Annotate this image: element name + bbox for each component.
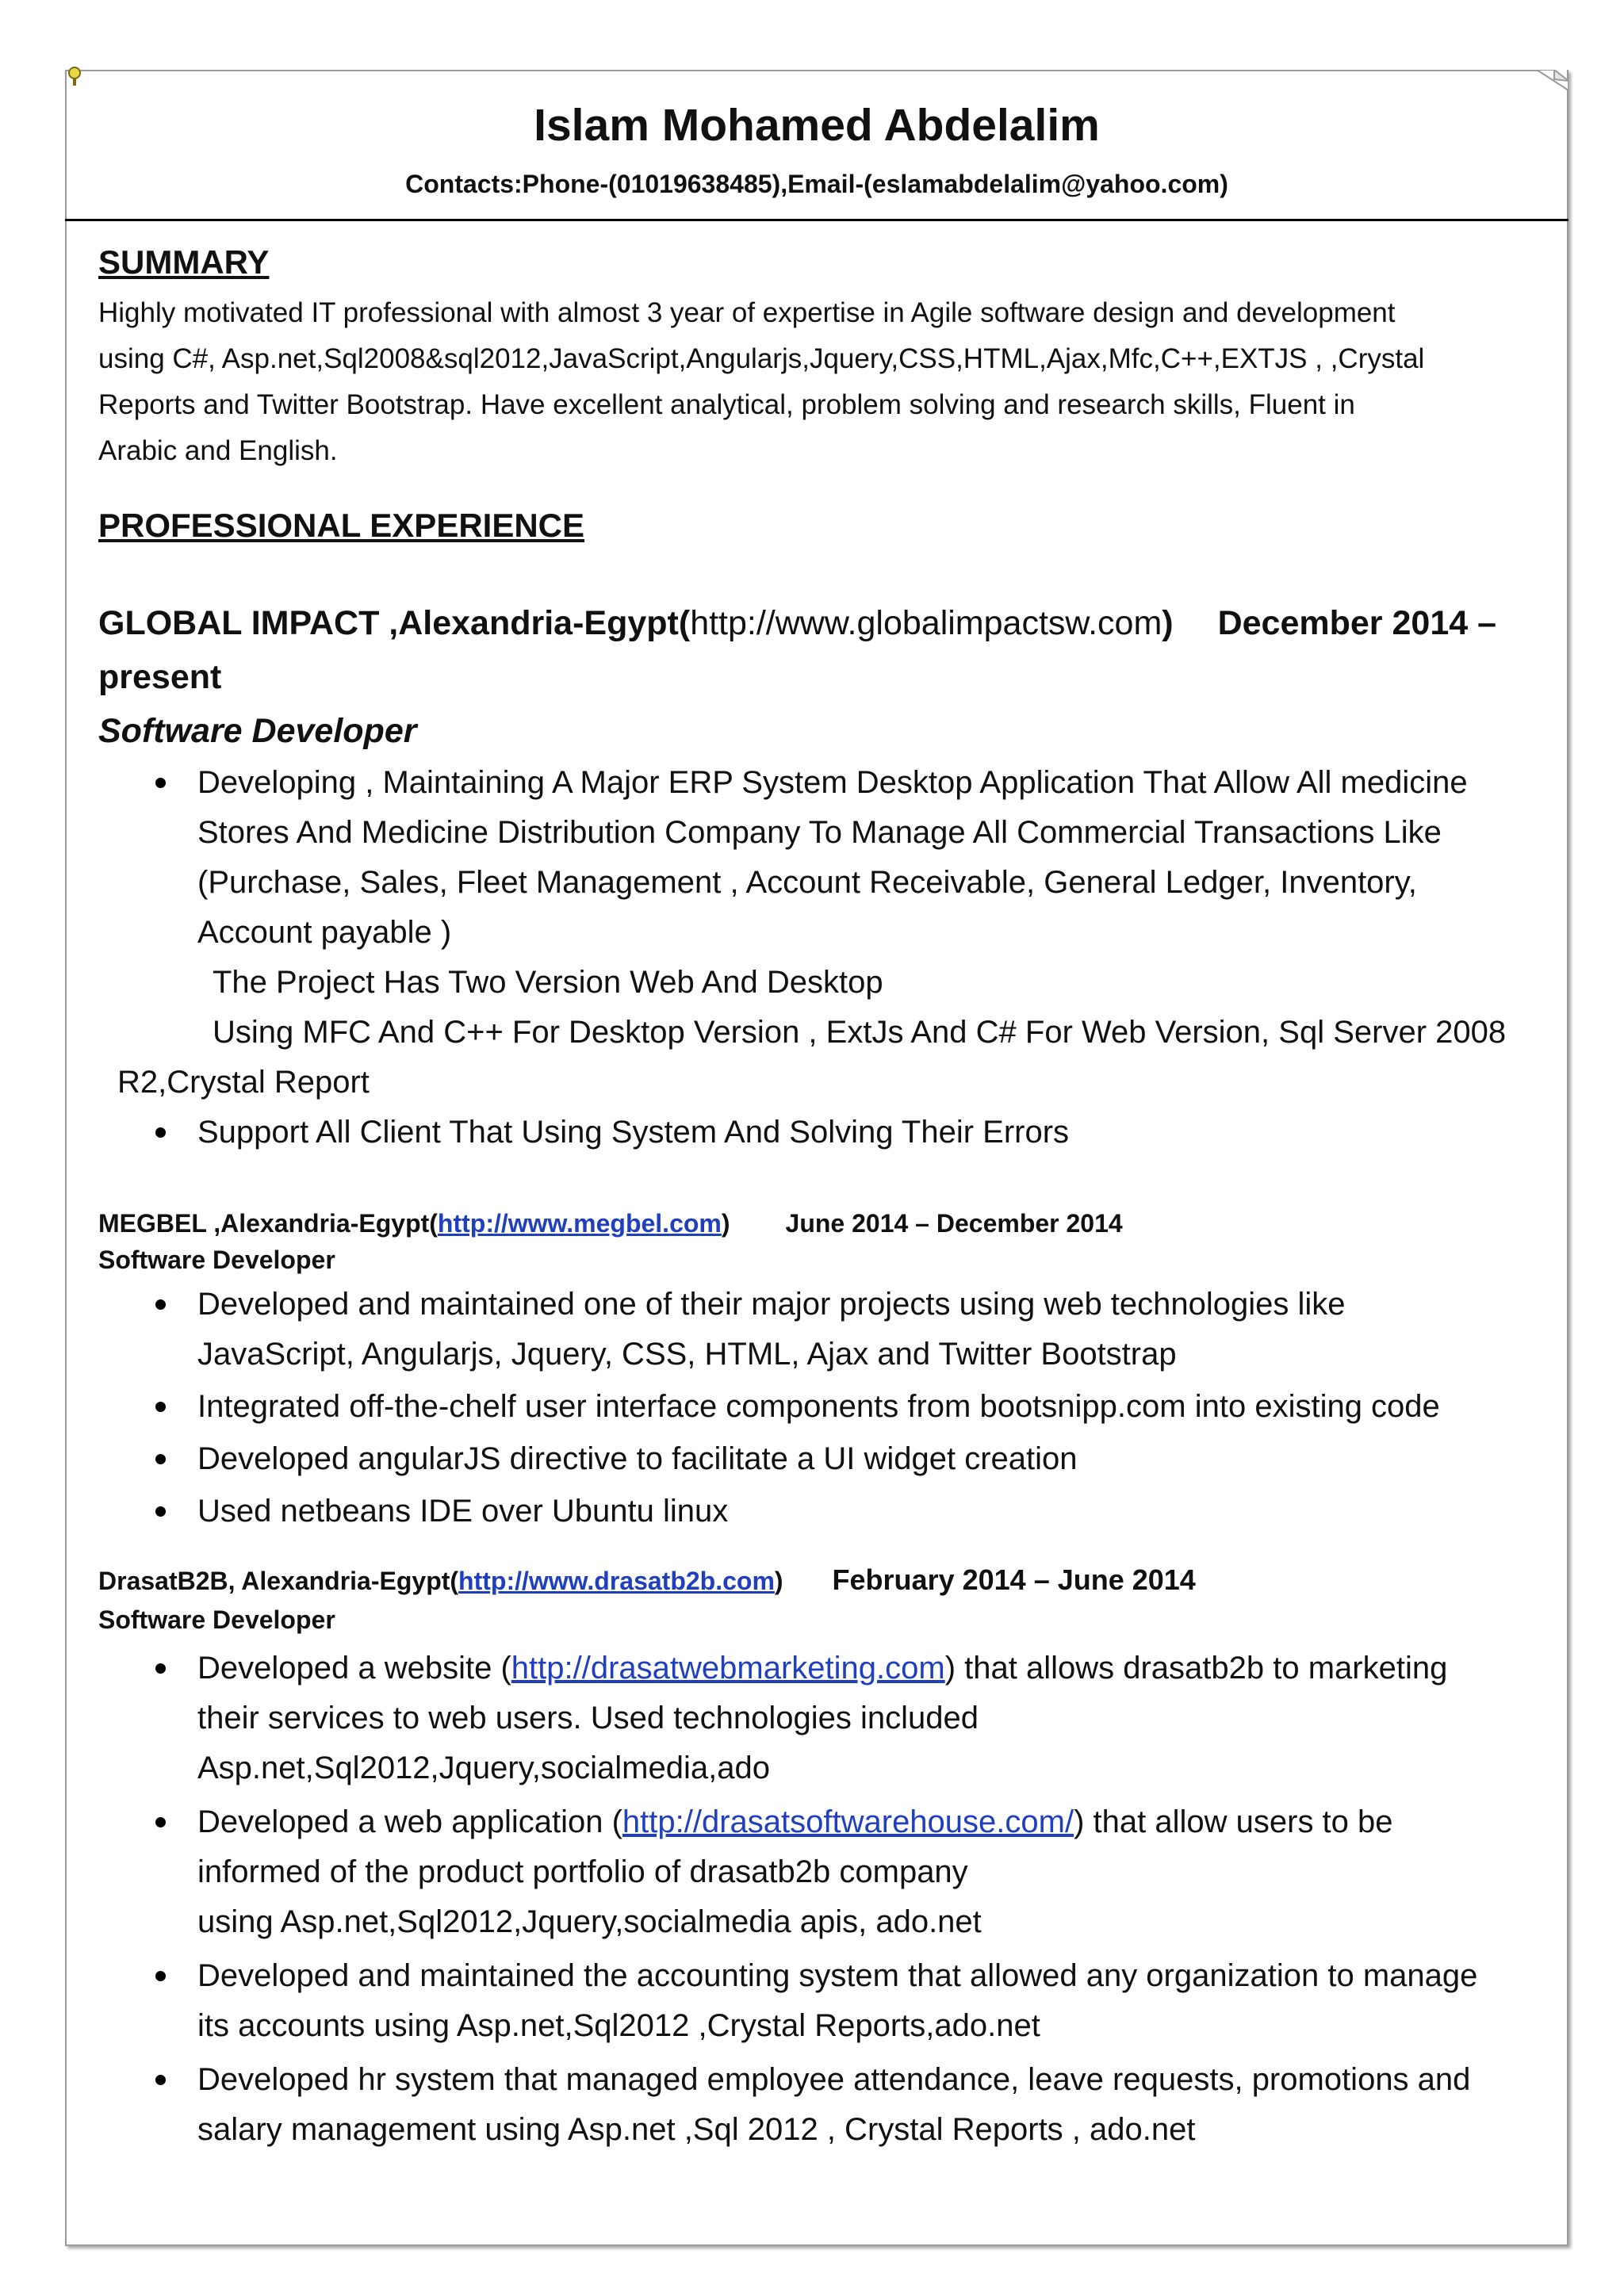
summary-paragraph bbox=[98, 290, 1535, 474]
company-name: GLOBAL IMPACT ,Alexandria-Egypt( bbox=[98, 604, 691, 642]
summary-line: using C#, Asp.net,Sql2008&sql2012,JavaScript,Angularjs,Jquery,CSS,HTML,Ajax,Mfc,C++,EXTJS , ,Crystal bbox=[98, 343, 1425, 374]
list-item bbox=[98, 1108, 1535, 1158]
job-drasatb2b-header bbox=[98, 1560, 1535, 1601]
bullet-icon bbox=[155, 1454, 166, 1464]
bullet-icon bbox=[155, 1299, 166, 1310]
bullet-line: Account payable ) bbox=[197, 915, 452, 950]
bullet-text: Developed a website ( bbox=[197, 1651, 511, 1686]
project-tech-line-continued: R2,Crystal Report bbox=[117, 1065, 370, 1100]
candidate-name: Islam Mohamed Abdelalim bbox=[534, 100, 1100, 151]
bullet-icon bbox=[155, 1402, 166, 1412]
bullet-line: JavaScript, Angularjs, Jquery, CSS, HTML, Ajax and Twitter Bootstrap bbox=[197, 1337, 1177, 1372]
list-item bbox=[98, 758, 1535, 958]
bullet-icon bbox=[155, 1971, 166, 1981]
job-global-impact-bullets-2 bbox=[98, 1108, 1535, 1158]
bullet-line: using Asp.net,Sql2012,Jquery,socialmedia apis, ado.net bbox=[197, 1904, 982, 1939]
summary-line: Reports and Twitter Bootstrap. Have excellent analytical, problem solving and research skills, Fluent in bbox=[98, 389, 1355, 420]
company-url[interactable]: http://www.globalimpactsw.com bbox=[690, 604, 1162, 642]
drasatsoftwarehouse-link[interactable]: http://drasatsoftwarehouse.com/ bbox=[622, 1804, 1074, 1839]
bullet-text: ) that allows drasatb2b to marketing bbox=[944, 1651, 1448, 1686]
job-drasatb2b-bullets bbox=[98, 1644, 1535, 2155]
bullet-icon bbox=[155, 1663, 166, 1674]
bullet-line: Stores And Medicine Distribution Company To Manage All Commercial Transactions Like bbox=[197, 815, 1442, 850]
list-item bbox=[98, 2055, 1535, 2155]
project-note: The Project Has Two Version Web And Desktop bbox=[213, 965, 883, 1000]
drasatwebmarketing-link[interactable]: http://drasatwebmarketing.com bbox=[511, 1651, 945, 1686]
bullet-line: Developed and maintained one of their major projects using web technologies like bbox=[197, 1287, 1346, 1322]
experience-heading: PROFESSIONAL EXPERIENCE bbox=[98, 507, 585, 544]
bullet-line: Developing , Maintaining A Major ERP System Desktop Application That Allow All medicine bbox=[197, 765, 1468, 800]
list-item bbox=[98, 1951, 1535, 2051]
summary-heading: SUMMARY bbox=[98, 243, 270, 281]
bullet-line: their services to web users. Used technologies included bbox=[197, 1701, 979, 1735]
job-dates: February 2014 – June 2014 bbox=[832, 1563, 1196, 1596]
bullet-line: informed of the product portfolio of drasatb2b company bbox=[197, 1854, 968, 1889]
bullet-line: Support All Client That Using System And Solving Their Errors bbox=[197, 1115, 1070, 1150]
bullet-icon bbox=[155, 778, 166, 788]
list-item bbox=[98, 1644, 1535, 1793]
job-global-impact-bullets bbox=[98, 758, 1535, 958]
resume-body bbox=[98, 235, 1535, 2155]
job-global-impact-header bbox=[98, 596, 1535, 704]
bullet-line: Integrated off-the-chelf user interface components from bootsnipp.com into existing code bbox=[197, 1389, 1440, 1424]
bullet-line: Developed and maintained the accounting system that allowed any organization to manage bbox=[197, 1958, 1478, 1993]
list-item bbox=[98, 1797, 1535, 1947]
paren-close: ) bbox=[1162, 604, 1174, 642]
bullet-icon bbox=[155, 1127, 166, 1138]
company-name: MEGBEL ,Alexandria-Egypt( bbox=[98, 1209, 438, 1238]
company-url[interactable]: http://www.drasatb2b.com bbox=[458, 1567, 775, 1595]
bullet-line: (Purchase, Sales, Fleet Management , Account Receivable, General Ledger, Inventory, bbox=[197, 865, 1417, 900]
bullet-line bbox=[197, 1644, 1535, 1693]
bullet-line bbox=[197, 1797, 1535, 1847]
list-item bbox=[98, 1487, 1535, 1536]
job-dates-continued: present bbox=[98, 658, 222, 696]
job-dates: June 2014 – December 2014 bbox=[785, 1209, 1123, 1238]
summary-line: Arabic and English. bbox=[98, 435, 338, 466]
bullet-line: Used netbeans IDE over Ubuntu linux bbox=[197, 1494, 729, 1529]
project-tech-note bbox=[98, 1008, 1535, 1108]
list-item bbox=[98, 1434, 1535, 1484]
page-corner-fold-icon bbox=[1537, 70, 1568, 90]
bullet-line: Asp.net,Sql2012,Jquery,socialmedia,ado bbox=[197, 1751, 770, 1785]
job-role: Software Developer bbox=[98, 1605, 335, 1634]
contact-info: Contacts:Phone-(01019638485),Email-(eslamabdelalim@yahoo.com) bbox=[405, 170, 1228, 198]
page-frame-top-edge bbox=[65, 70, 1538, 71]
bullet-line: its accounts using Asp.net,Sql2012 ,Crystal Reports,ado.net bbox=[197, 2008, 1040, 2043]
project-tech-line: Using MFC And C++ For Desktop Version , ExtJs And C# For Web Version, Sql Server 2008 bbox=[213, 1015, 1507, 1050]
bullet-icon bbox=[155, 2075, 166, 2085]
bullet-icon bbox=[155, 1817, 166, 1827]
bullet-icon bbox=[155, 1506, 166, 1517]
bullet-text: Developed a web application ( bbox=[197, 1804, 622, 1839]
job-dates: December 2014 – bbox=[1217, 604, 1497, 642]
company-name: DrasatB2B, Alexandria-Egypt( bbox=[98, 1567, 459, 1595]
bullet-text: ) that allow users to be bbox=[1074, 1804, 1393, 1839]
header-divider bbox=[65, 219, 1568, 221]
job-megbel-bullets bbox=[98, 1280, 1535, 1536]
resume-header bbox=[65, 94, 1568, 201]
bullet-line: Developed hr system that managed employee attendance, leave requests, promotions and bbox=[197, 2062, 1471, 2097]
list-item bbox=[98, 1382, 1535, 1432]
bullet-line: Developed angularJS directive to facilitate a UI widget creation bbox=[197, 1441, 1078, 1476]
job-megbel-header bbox=[98, 1203, 1535, 1243]
list-item bbox=[98, 1280, 1535, 1380]
paren-close: ) bbox=[721, 1209, 730, 1238]
job-role: Software Developer bbox=[98, 1246, 335, 1274]
job-role: Software Developer bbox=[98, 712, 417, 750]
bookmark-pin-icon bbox=[67, 65, 82, 89]
paren-close: ) bbox=[774, 1567, 783, 1595]
summary-line: Highly motivated IT professional with almost 3 year of expertise in Agile software design and development bbox=[98, 297, 1396, 328]
bullet-line: salary management using Asp.net ,Sql 2012 , Crystal Reports , ado.net bbox=[197, 2112, 1196, 2147]
company-url[interactable]: http://www.megbel.com bbox=[437, 1209, 722, 1238]
